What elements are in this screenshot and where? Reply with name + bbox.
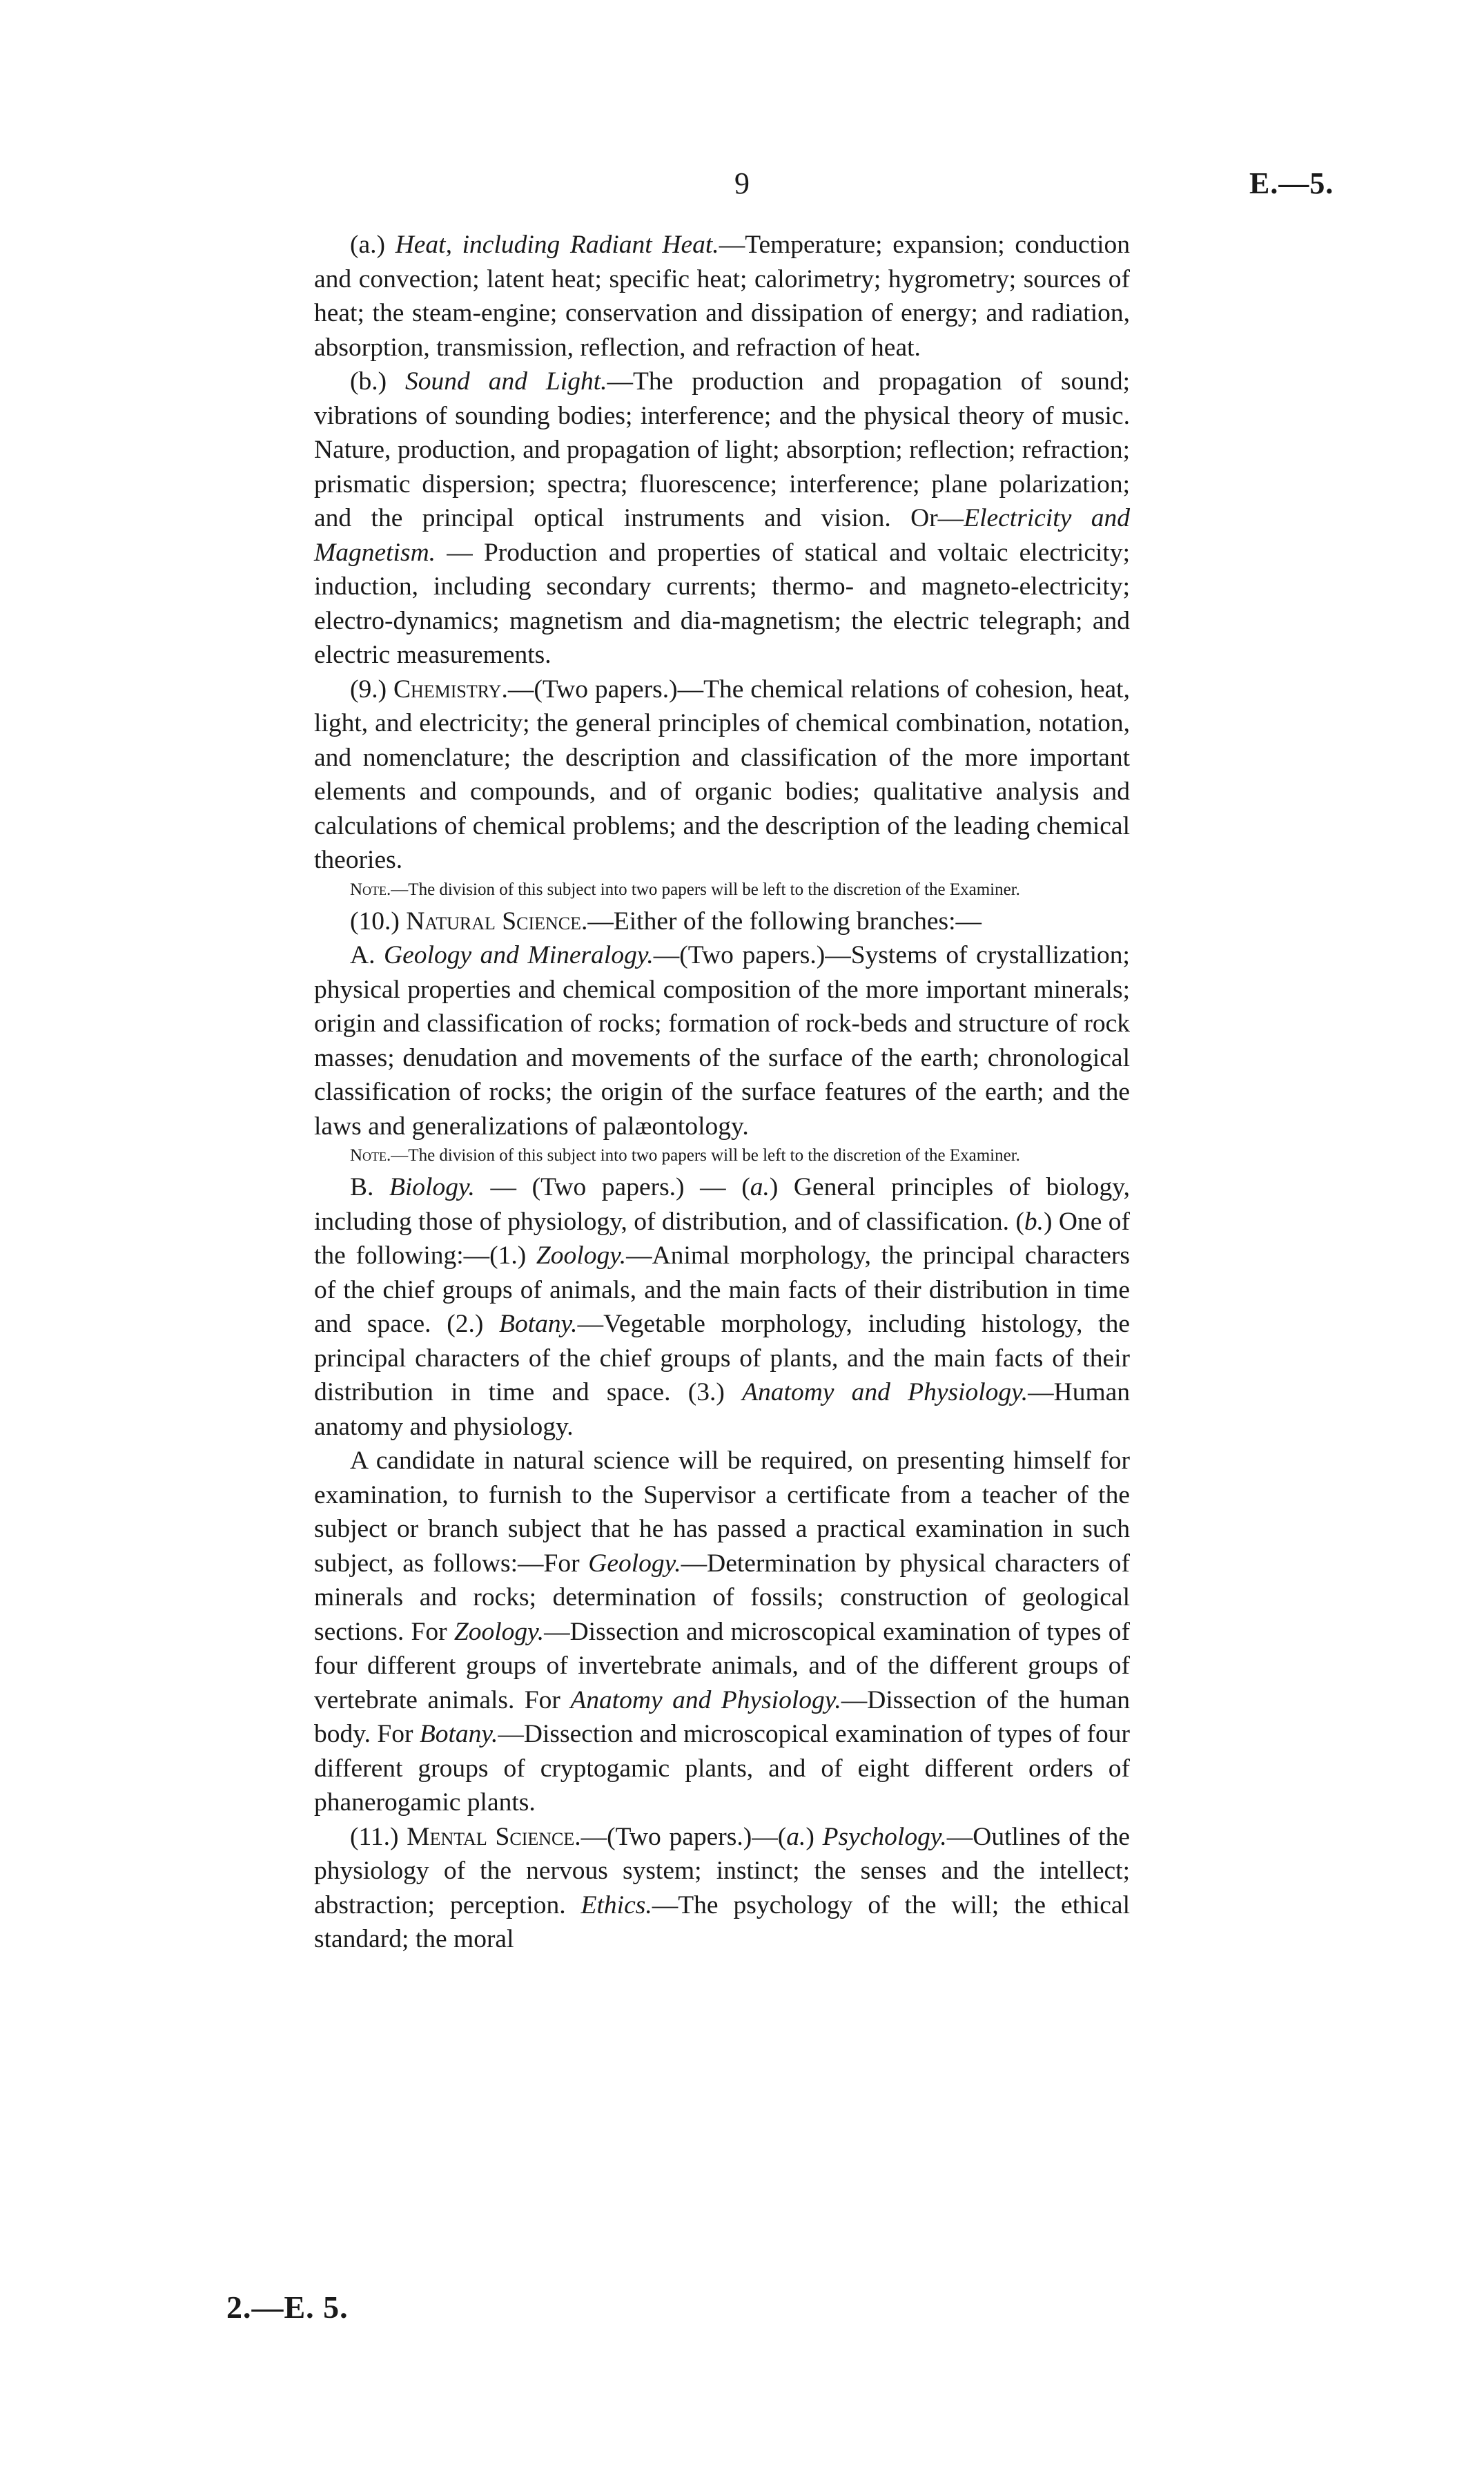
note-text: —The division of this subject into two papers will be left to the discretion of the Examiner.	[391, 880, 1020, 899]
note-chemistry	[314, 880, 1130, 899]
paragraph-practical-exam	[314, 1444, 1130, 1820]
paragraph-text: — (Two papers.) — (	[474, 1173, 750, 1201]
item-marker: (9.)	[350, 675, 393, 704]
paragraph-text: — Production and properties of statical and voltaic electricity; induction, including secondary currents; thermo- and magneto-electricity; electro-dynamics; magnetism and dia-magnetism; the electric telegraph; and electric measurements.	[314, 538, 1130, 669]
paragraph-text: —The production and propagation of sound; vibrations of sounding bodies; interference; and the physical theory of music. Nature, production, and propagation of light; absorption; reflection; refraction; prismatic dispersion; spectra; fluorescence; interference; plane polarization; and the principal optical instruments and vision. Or—	[314, 367, 1130, 532]
subject-title: Geology and Mineralogy.	[384, 941, 654, 969]
subject-title: Botany.	[499, 1310, 578, 1338]
subject-title: Botany.	[419, 1720, 498, 1748]
paragraph-mental-science	[314, 1820, 1130, 1957]
sub-marker: a.	[786, 1822, 806, 1851]
paragraph-text: —Outlines of the physiology of the nervous system; instinct; the senses and the intellect; abstraction; perception.	[314, 1822, 1130, 1919]
paragraph-text: ) General principles of biology, including those of physiology, of distribution, and of classification. (	[314, 1173, 1130, 1236]
note-label: Note.	[350, 880, 391, 899]
paragraph-text: —Either of the following branches:—	[587, 907, 982, 936]
paragraph-text: —(Two papers.)—Systems of crystallization; physical properties and chemical composition of the more important minerals; origin and classification of rocks; formation of rock-beds and structure of rock masses; denudation and movements of the surface of the earth; chronological classification of rocks; the origin of the surface features of the earth; and the laws and generalizations of palæontology.	[314, 941, 1130, 1141]
sub-marker: b.	[1024, 1207, 1044, 1236]
page-number: 9	[734, 166, 750, 200]
subject-title: Zoology.	[536, 1241, 627, 1270]
paragraph-biology	[314, 1170, 1130, 1444]
paragraph-text: A candidate in natural science will be required, on presenting himself for examination, to furnish to the Supervisor a certificate from a teacher of the subject or branch subject that he has passed a practical examination in such subject, as follows:—For	[314, 1446, 1130, 1578]
paragraph-chemistry	[314, 672, 1130, 878]
subject-title: Sound and Light.	[405, 367, 607, 396]
subject-title: Heat, including Radiant Heat.	[395, 231, 719, 259]
item-marker: A.	[350, 941, 384, 969]
subject-title: Electricity and Magnetism.	[314, 504, 1130, 567]
paragraph-text: —Dissection of the human body. For	[314, 1685, 1131, 1748]
item-marker: (a.)	[350, 231, 396, 259]
paragraph-text: —(Two papers.)—(	[580, 1822, 787, 1851]
paragraph-heat	[314, 228, 1130, 365]
note-label: Note.	[350, 1146, 391, 1165]
subject-title: Zoology.	[453, 1617, 545, 1646]
paragraph-text: )	[806, 1822, 823, 1851]
page-reference: E.—5.	[1249, 166, 1334, 200]
item-marker: B.	[350, 1173, 389, 1201]
subject-title: Psychology.	[822, 1822, 947, 1851]
item-marker: (11.)	[350, 1822, 407, 1851]
paragraph-text: —The psychology of the will; the ethical standard; the moral	[314, 1890, 1130, 1953]
paragraph-sound-light	[314, 365, 1130, 672]
paragraph-text: —Human anatomy and physiology.	[314, 1378, 1131, 1441]
paragraph-geology	[314, 938, 1130, 1143]
subject-title: Biology.	[389, 1173, 475, 1201]
paragraph-text: —Determination by physical characters of minerals and rocks; determination of fossils; construction of geological sections. For	[314, 1549, 1130, 1646]
paragraph-text: —Vegetable morphology, including histology, the principal characters of the chief groups of plants, and the main facts of their distribution in time and space. (3.)	[314, 1310, 1130, 1406]
note-geology	[314, 1146, 1130, 1165]
paragraph-text: ) One of the following:—(1.)	[314, 1207, 1130, 1270]
paragraph-text: —Dissection and microscopical examination of types of four different groups of cryptogamic plants, and of eight different orders of phanerogamic plants.	[314, 1720, 1130, 1817]
printer-signature-mark: 2.—E. 5.	[226, 2290, 349, 2325]
section-heading: Mental Science.	[407, 1822, 581, 1851]
subject-title: Geology.	[588, 1549, 681, 1578]
subject-title: Ethics.	[580, 1890, 652, 1919]
item-marker: (b.)	[350, 367, 406, 396]
item-marker: (10.)	[350, 907, 407, 936]
subject-title: Anatomy and Physiology.	[570, 1685, 841, 1714]
sub-marker: a.	[750, 1173, 770, 1201]
paragraph-text: —Temperature; expansion; conduction and convection; latent heat; specific heat; calorimetry; hygrometry; sources of heat; the steam-engine; conservation and dissipation of energy; and radiation, absorption, transmission, reflection, and refraction of heat.	[314, 231, 1130, 362]
note-text: —The division of this subject into two papers will be left to the discretion of the Examiner.	[391, 1146, 1020, 1165]
section-heading: Natural Science.	[406, 907, 588, 936]
paragraph-text: —Animal morphology, the principal characters of the chief groups of animals, and the main facts of their distribution in time and space. (2.)	[314, 1241, 1130, 1338]
subject-title: Anatomy and Physiology.	[742, 1378, 1028, 1406]
paragraph-text: —Dissection and microscopical examination of types of four different groups of invertebrate animals, and of the different groups of vertebrate animals. For	[314, 1617, 1130, 1714]
paragraph-natural-science	[314, 904, 1130, 939]
paragraph-text: —(Two papers.)—The chemical relations of cohesion, heat, light, and electricity; the general principles of chemical combination, notation, and nomenclature; the description and classification of the more important elements and compounds, and of organic bodies; qualitative analysis and calculations of chemical problems; and the description of the leading chemical theories.	[314, 675, 1130, 874]
section-heading: Chemistry.	[393, 675, 508, 704]
body-text	[314, 228, 1130, 1957]
